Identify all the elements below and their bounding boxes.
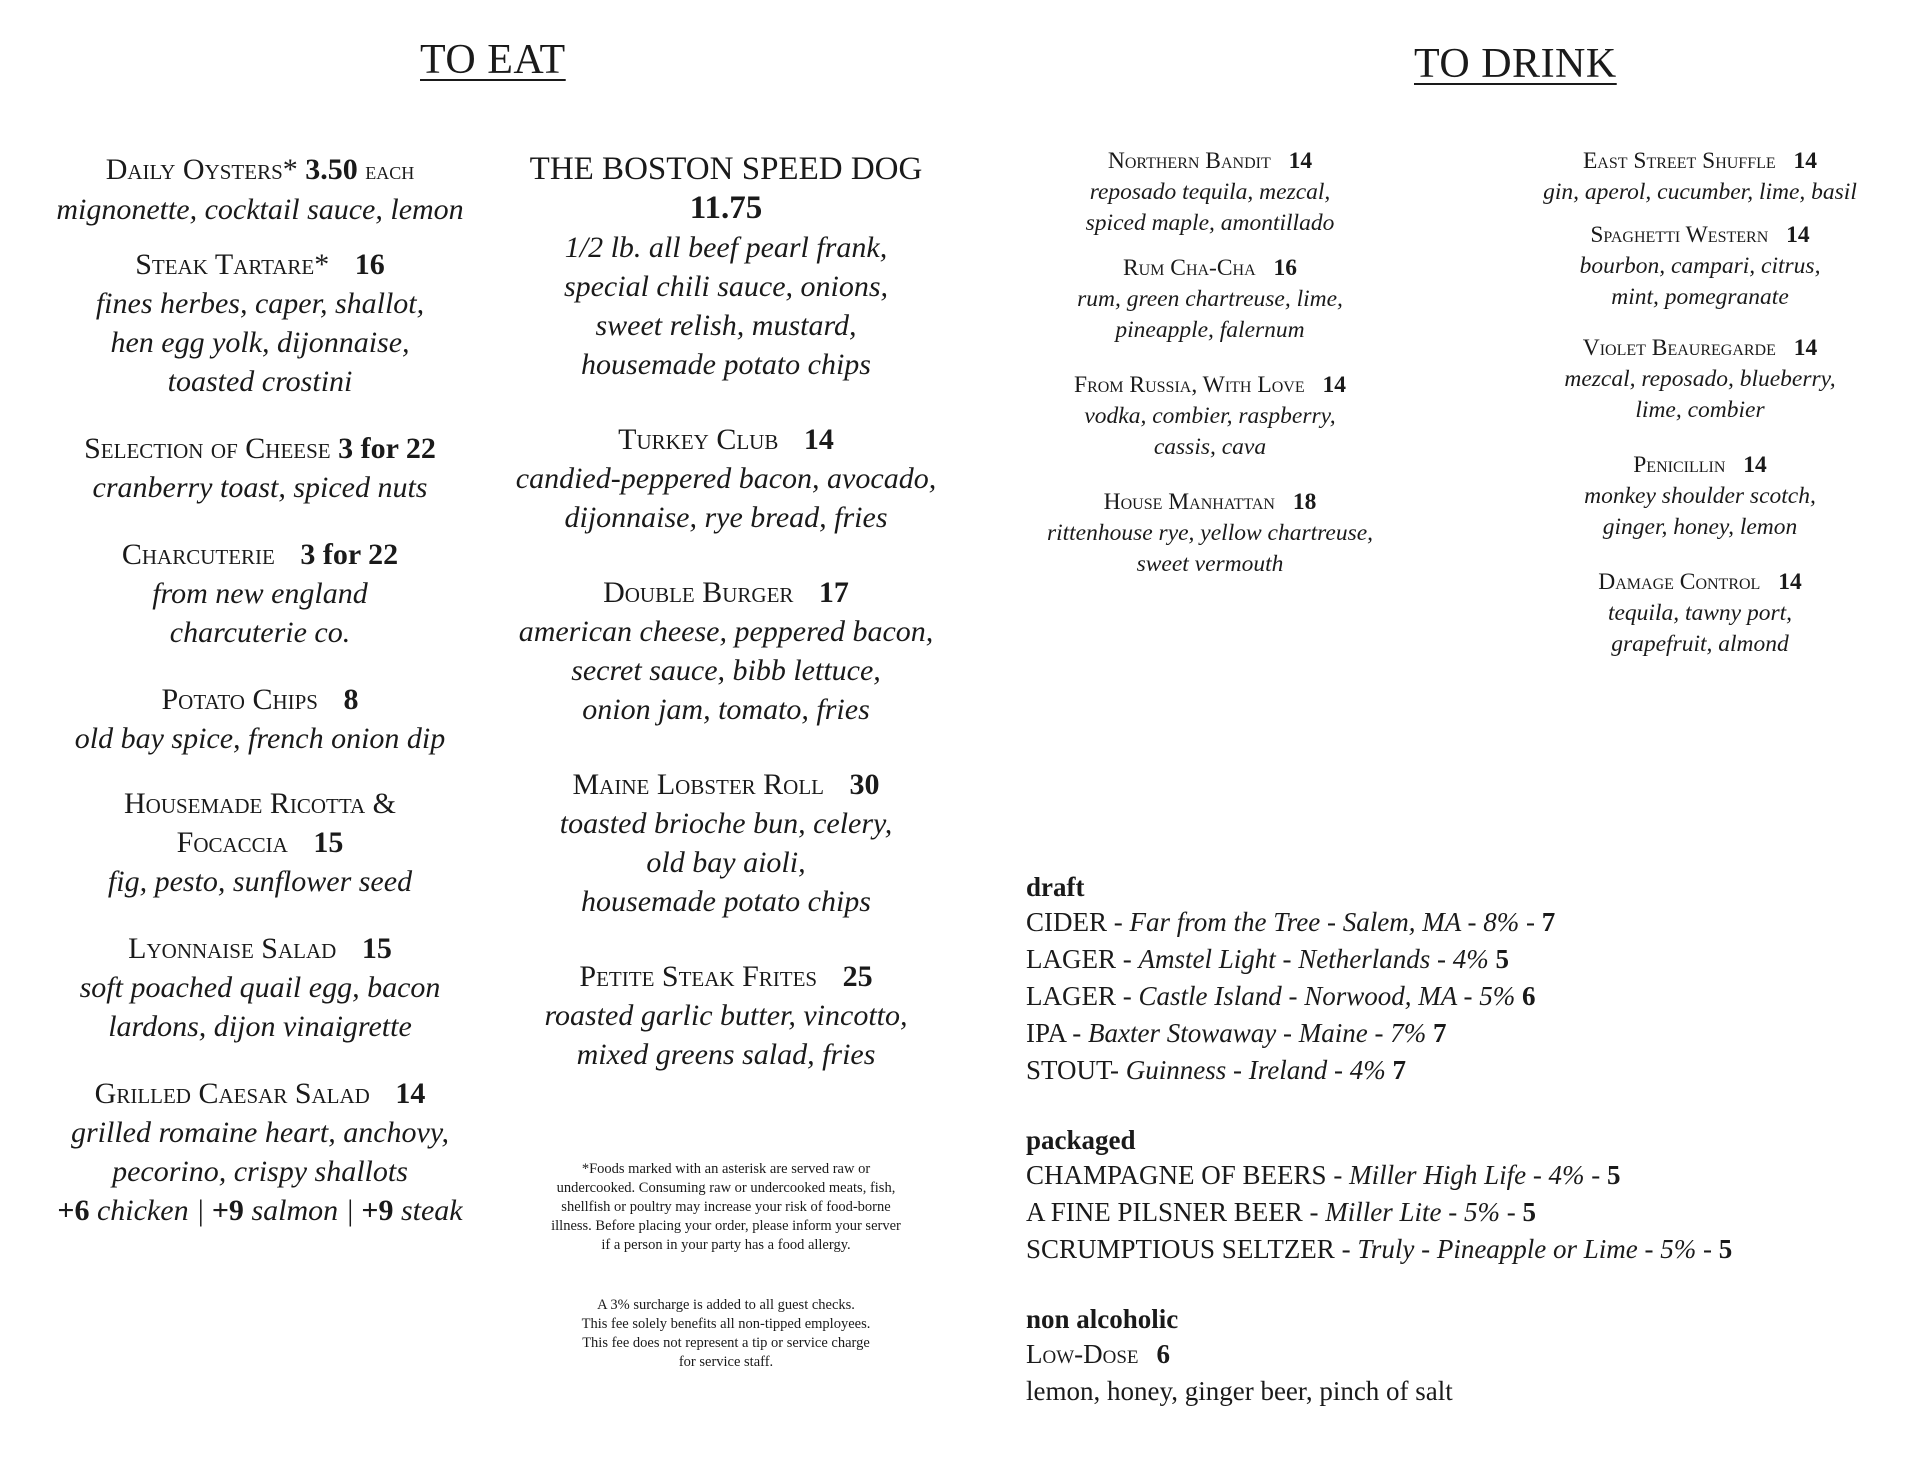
- beer-row: [1026, 904, 1826, 941]
- item-name: Housemade Ricotta &: [124, 787, 396, 820]
- beer-price: 5: [1495, 944, 1509, 974]
- beer-style: A FINE PILSNER BEER -: [1026, 1197, 1326, 1227]
- beer-price: 7: [1392, 1055, 1406, 1085]
- surcharge-notice: [506, 1296, 946, 1372]
- notice-line: illness. Before placing your order, please inform your server: [551, 1218, 901, 1234]
- cocktail-price: 14: [1793, 148, 1818, 174]
- item-price: 14: [395, 1077, 426, 1110]
- item-name: Lyonnaise Salad: [128, 932, 337, 965]
- beer-row: [1026, 1194, 1826, 1231]
- beer-section: [1026, 870, 1826, 1410]
- item-name: Daily Oysters*: [105, 153, 298, 186]
- cocktail-desc: cassis, cava: [1153, 434, 1267, 460]
- cocktail-from-russia-with-love: [1010, 370, 1410, 463]
- item-price: 11.75: [689, 190, 763, 226]
- beer-row: [1026, 1015, 1826, 1052]
- item-desc: secret sauce, bibb lettuce,: [571, 654, 881, 687]
- menu-item-selection-of-cheese: [40, 429, 480, 507]
- cocktail-desc: pineapple, falernum: [1115, 317, 1305, 343]
- item-name: Maine Lobster Roll: [572, 768, 824, 801]
- item-addons: +6 chicken | +9 salmon | +9 steak: [57, 1194, 463, 1227]
- addon-price: +6: [57, 1194, 90, 1227]
- beer-detail: Miller Lite - 5% -: [1325, 1197, 1523, 1227]
- item-price: 8: [343, 683, 359, 716]
- beer-detail: Castle Island - Norwood, MA - 5%: [1138, 981, 1522, 1011]
- notice-line: This fee does not represent a tip or service charge: [582, 1335, 870, 1351]
- cocktail-price: 14: [1786, 222, 1810, 248]
- beer-style: CHAMPAGNE OF BEERS -: [1026, 1160, 1350, 1190]
- eat-middle-column: [506, 150, 946, 1074]
- item-name: Selection of Cheese: [84, 432, 331, 465]
- beer-price: 5: [1607, 1160, 1621, 1190]
- beer-detail: Truly - Pineapple or Lime - 5% -: [1357, 1234, 1719, 1264]
- item-desc: cranberry toast, spiced nuts: [92, 471, 428, 504]
- cocktail-desc: rum, green chartreuse, lime,: [1077, 286, 1343, 312]
- cocktail-desc: gin, aperol, cucumber, lime, basil: [1543, 179, 1857, 205]
- to-eat-heading: TO EAT: [420, 37, 566, 83]
- cocktail-name: Northern Bandit: [1107, 148, 1271, 174]
- menu-item-daily-oysters: [40, 150, 480, 229]
- cocktail-penicillin: [1500, 450, 1900, 543]
- notice-line: undercooked. Consuming raw or undercooked meats, fish,: [556, 1180, 896, 1196]
- item-desc: old bay aioli,: [646, 846, 806, 879]
- beer-row: [1026, 978, 1826, 1015]
- menu-item-potato-chips: [40, 680, 480, 758]
- cocktail-desc: bourbon, campari, citrus,: [1579, 253, 1821, 279]
- item-desc: toasted brioche bun, celery,: [559, 807, 893, 840]
- item-price: 14: [803, 423, 834, 456]
- beer-style: SCRUMPTIOUS SELTZER -: [1026, 1234, 1358, 1264]
- cocktail-desc: reposado tequila, mezcal,: [1089, 179, 1331, 205]
- beer-style: LAGER -: [1026, 944, 1139, 974]
- item-desc: toasted crostini: [167, 365, 353, 398]
- item-price: 25: [842, 960, 873, 993]
- beer-row: [1026, 1231, 1826, 1268]
- item-name: Charcuterie: [121, 538, 275, 571]
- na-item: [1026, 1336, 1826, 1373]
- item-desc: fig, pesto, sunflower seed: [107, 865, 413, 898]
- item-desc: fines herbes, caper, shallot,: [95, 287, 425, 320]
- item-desc: pecorino, crispy shallots: [112, 1155, 408, 1188]
- cocktail-violet-beauregarde: [1500, 333, 1900, 426]
- cocktail-desc: lime, combier: [1635, 397, 1765, 423]
- cocktail-name: Spaghetti Western: [1590, 222, 1769, 248]
- item-name: Potato Chips: [161, 683, 318, 716]
- item-name: Steak Tartare*: [135, 248, 330, 281]
- addon-label: chicken: [96, 1194, 189, 1227]
- beer-row: [1026, 941, 1826, 978]
- item-desc: from new england: [152, 577, 368, 610]
- item-desc: mixed greens salad, fries: [576, 1038, 876, 1071]
- na-price: 6: [1156, 1339, 1171, 1369]
- item-price: 16: [354, 248, 385, 281]
- section-title-non-alcoholic: non alcoholic: [1026, 1304, 1179, 1334]
- menu-item-double-burger: [506, 573, 946, 729]
- to-drink-heading: TO DRINK: [1414, 41, 1617, 87]
- cocktail-price: 14: [1743, 452, 1767, 478]
- cocktail-price: 18: [1292, 489, 1317, 515]
- cocktail-desc: mezcal, reposado, blueberry,: [1564, 366, 1836, 392]
- cocktail-rum-cha-cha: [1010, 253, 1410, 346]
- cocktail-desc: rittenhouse rye, yellow chartreuse,: [1046, 520, 1374, 546]
- section-title-draft: draft: [1026, 872, 1085, 902]
- menu-item-turkey-club: [506, 420, 946, 537]
- item-desc: housemade potato chips: [581, 348, 871, 381]
- beer-price: 5: [1718, 1234, 1733, 1264]
- item-price: 30: [849, 768, 880, 801]
- item-name: Focaccia: [176, 826, 288, 859]
- item-desc: 1/2 lb. all beef pearl frank,: [564, 231, 888, 264]
- notice-line: if a person in your party has a food allergy.: [601, 1237, 851, 1253]
- cocktail-name: Penicillin: [1633, 452, 1726, 478]
- cocktails-left-column: [1010, 146, 1410, 580]
- item-name: Double Burger: [603, 576, 794, 609]
- cocktail-price: 14: [1288, 148, 1313, 174]
- addon-label: steak: [400, 1194, 463, 1227]
- menu-item-boston-speed-dog: [506, 150, 946, 384]
- item-desc: old bay spice, french onion dip: [74, 722, 446, 755]
- notice-line: A 3% surcharge is added to all guest checks.: [597, 1297, 855, 1313]
- menu-item-charcuterie: [40, 535, 480, 652]
- item-desc: onion jam, tomato, fries: [582, 693, 870, 726]
- item-desc: american cheese, peppered bacon,: [518, 615, 934, 648]
- allergy-notice: [506, 1160, 946, 1255]
- cocktail-price: 14: [1322, 372, 1346, 398]
- cocktail-price: 14: [1793, 335, 1818, 361]
- item-name: Turkey Club: [618, 423, 779, 456]
- item-desc: sweet relish, mustard,: [595, 309, 857, 342]
- cocktail-desc: grapefruit, almond: [1611, 631, 1789, 657]
- cocktail-name: Rum Cha-Cha: [1122, 255, 1256, 281]
- beer-style: STOUT-: [1026, 1055, 1126, 1085]
- addon-price: +9: [211, 1194, 244, 1227]
- cocktail-name: East Street Shuffle: [1582, 148, 1776, 174]
- beer-price: 6: [1521, 981, 1536, 1011]
- cocktail-name: From Russia, With Love: [1074, 372, 1305, 398]
- beer-detail: Far from the Tree - Salem, MA - 8% -: [1129, 907, 1542, 937]
- item-desc: soft poached quail egg, bacon: [79, 971, 441, 1004]
- menu-item-steak-tartare: [40, 245, 480, 401]
- cocktail-desc: monkey shoulder scotch,: [1584, 483, 1816, 509]
- menu-item-lyonnaise-salad: [40, 929, 480, 1046]
- beer-detail: Amstel Light - Netherlands - 4%: [1138, 944, 1496, 974]
- item-desc: housemade potato chips: [581, 885, 871, 918]
- beer-detail: Baxter Stowaway - Maine - 7%: [1088, 1018, 1433, 1048]
- menu-item-grilled-caesar-salad: [40, 1074, 480, 1230]
- eat-left-column: [40, 150, 480, 1230]
- cocktail-name: Violet Beauregarde: [1582, 335, 1776, 361]
- item-price: 15: [313, 826, 344, 859]
- addon-label: salmon: [251, 1194, 339, 1227]
- cocktail-desc: vodka, combier, raspberry,: [1084, 403, 1336, 429]
- menu-item-housemade-ricotta: [40, 784, 480, 901]
- beer-style: LAGER -: [1026, 981, 1139, 1011]
- item-price: 17: [818, 576, 849, 609]
- beer-detail: Guinness - Ireland - 4%: [1125, 1055, 1393, 1085]
- cocktail-desc: sweet vermouth: [1136, 551, 1284, 577]
- cocktail-east-street-shuffle: [1500, 146, 1900, 208]
- section-title-packaged: packaged: [1026, 1125, 1136, 1155]
- menu-item-petite-steak-frites: [506, 957, 946, 1074]
- item-price-suffix: each: [365, 156, 415, 185]
- cocktails-right-column: [1500, 146, 1900, 660]
- item-desc: charcuterie co.: [169, 616, 351, 649]
- item-desc: lardons, dijon vinaigrette: [108, 1010, 412, 1043]
- beer-price: 7: [1541, 907, 1556, 937]
- item-desc: mignonette, cocktail sauce, lemon: [56, 193, 464, 226]
- item-desc: hen egg yolk, dijonnaise,: [110, 326, 410, 359]
- cocktail-desc: tequila, tawny port,: [1607, 600, 1793, 626]
- cocktail-name: House Manhattan: [1103, 489, 1275, 515]
- beer-detail: Miller High Life - 4% -: [1349, 1160, 1608, 1190]
- beer-row: [1026, 1157, 1826, 1194]
- cocktail-northern-bandit: [1010, 146, 1410, 239]
- beer-style: IPA -: [1026, 1018, 1089, 1048]
- cocktail-damage-control: [1500, 567, 1900, 660]
- cocktail-price: 16: [1273, 255, 1298, 281]
- cocktail-desc: mint, pomegranate: [1611, 284, 1789, 310]
- item-price: 15: [361, 932, 392, 965]
- notice-line: *Foods marked with an asterisk are served raw or: [581, 1161, 871, 1177]
- item-price: 3.50: [305, 153, 358, 186]
- item-name: Petite Steak Frites: [579, 960, 818, 993]
- cocktail-price: 14: [1778, 569, 1802, 595]
- notice-line: shellfish or poultry may increase your risk of food-borne: [561, 1199, 891, 1215]
- na-name: Low-Dose: [1026, 1339, 1139, 1369]
- beer-price: 5: [1522, 1197, 1536, 1227]
- item-desc: dijonnaise, rye bread, fries: [564, 501, 888, 534]
- item-name: Grilled Caesar Salad: [94, 1077, 370, 1110]
- beer-row: [1026, 1052, 1826, 1089]
- beer-style: CIDER -: [1026, 907, 1130, 937]
- item-desc: roasted garlic butter, vincotto,: [544, 999, 908, 1032]
- cocktail-spaghetti-western: [1500, 220, 1900, 313]
- item-desc: candied-peppered bacon, avocado,: [515, 462, 937, 495]
- notice-line: This fee solely benefits all non-tipped employees.: [581, 1316, 871, 1332]
- item-price: 3 for 22: [300, 538, 399, 571]
- item-desc: grilled romaine heart, anchovy,: [71, 1116, 449, 1149]
- cocktail-name: Damage Control: [1598, 569, 1761, 595]
- cocktail-desc: spiced maple, amontillado: [1085, 210, 1335, 236]
- menu-item-maine-lobster-roll: [506, 765, 946, 921]
- cocktail-desc: ginger, honey, lemon: [1602, 514, 1798, 540]
- beer-price: 7: [1432, 1018, 1447, 1048]
- item-price: 3 for 22: [338, 432, 436, 465]
- addon-price: +9: [361, 1194, 394, 1227]
- item-desc: special chili sauce, onions,: [563, 270, 889, 303]
- item-name: THE BOSTON SPEED DOG: [529, 151, 923, 187]
- na-desc: lemon, honey, ginger beer, pinch of salt: [1026, 1376, 1453, 1406]
- cocktail-house-manhattan: [1010, 487, 1410, 580]
- notice-line: for service staff.: [678, 1354, 774, 1370]
